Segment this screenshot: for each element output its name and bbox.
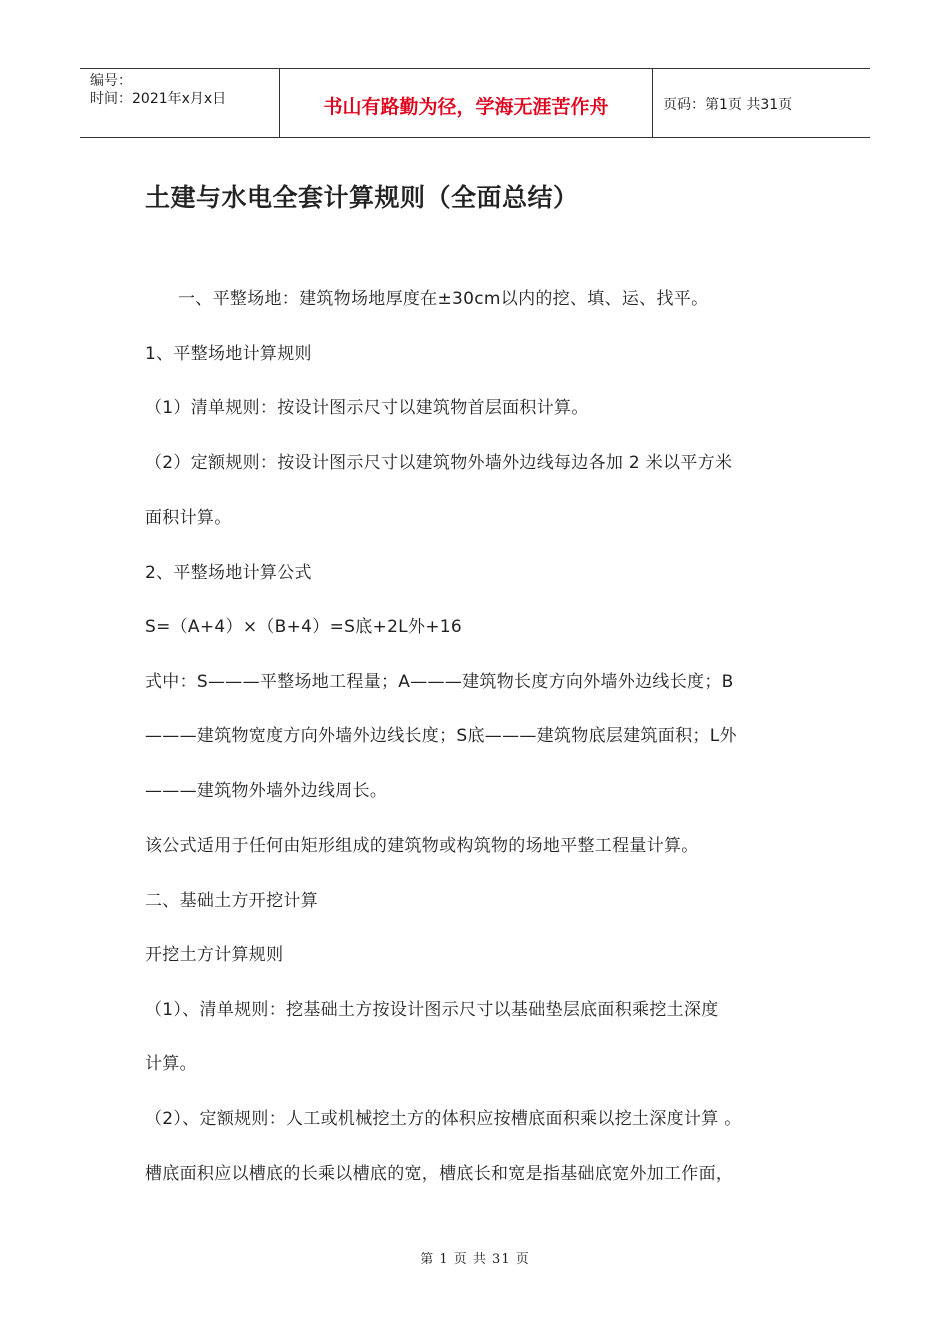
paragraph: 开挖土方计算规则 [145, 945, 284, 965]
document-title: 土建与水电全套计算规则（全面总结） [145, 183, 579, 212]
paragraph: （2）、定额规则：人工或机械挖土方的体积应按槽底面积乘以挖土深度计算 。 [145, 1109, 742, 1129]
page-footer: 第 1 页 共 31 页 [420, 1252, 530, 1267]
paragraph: 该公式适用于任何由矩形组成的建筑物或构筑物的场地平整工程量计算。 [145, 836, 699, 856]
formula: S=（A+4）×（B+4）=S底+2L外+16 [145, 617, 463, 637]
paragraph: 槽底面积应以槽底的长乘以槽底的宽，槽底长和宽是指基础底宽外加工作面， [145, 1164, 734, 1184]
header-table [80, 68, 870, 138]
paragraph: 计算。 [145, 1054, 197, 1074]
paragraph: （1）、清单规则：挖基础土方按设计图示尺寸以基础垫层底面积乘挖土深度 [145, 1000, 719, 1020]
paragraph: （2）定额规则：按设计图示尺寸以建筑物外墙外边线每边各加 2 米以平方米 [145, 453, 733, 473]
paragraph: 面积计算。 [145, 508, 232, 528]
section-heading: 二、基础土方开挖计算 [145, 891, 318, 911]
header-page-info: 页码：第1页 共31页 [663, 97, 793, 113]
paragraph: 2、平整场地计算公式 [145, 563, 312, 583]
paragraph: ———建筑物外墙外边线周长。 [145, 781, 388, 801]
time-label: 时间：2021年x月x日 [90, 91, 227, 107]
header-motto: 书山有路勤为径，学海无涯苦作舟 [280, 69, 653, 137]
number-label: 编号： [90, 73, 132, 89]
paragraph: 1、平整场地计算规则 [145, 344, 312, 364]
header-meta-cell [80, 69, 280, 137]
paragraph: （1）清单规则：按设计图示尺寸以建筑物首层面积计算。 [145, 398, 589, 418]
paragraph: 一、平整场地：建筑物场地厚度在±30cm以内的挖、填、运、找平。 [178, 289, 709, 309]
paragraph: ———建筑物宽度方向外墙外边线长度；S底———建筑物底层建筑面积；L外 [145, 726, 737, 746]
paragraph: 式中：S———平整场地工程量；A———建筑物长度方向外墙外边线长度；B [145, 672, 734, 692]
